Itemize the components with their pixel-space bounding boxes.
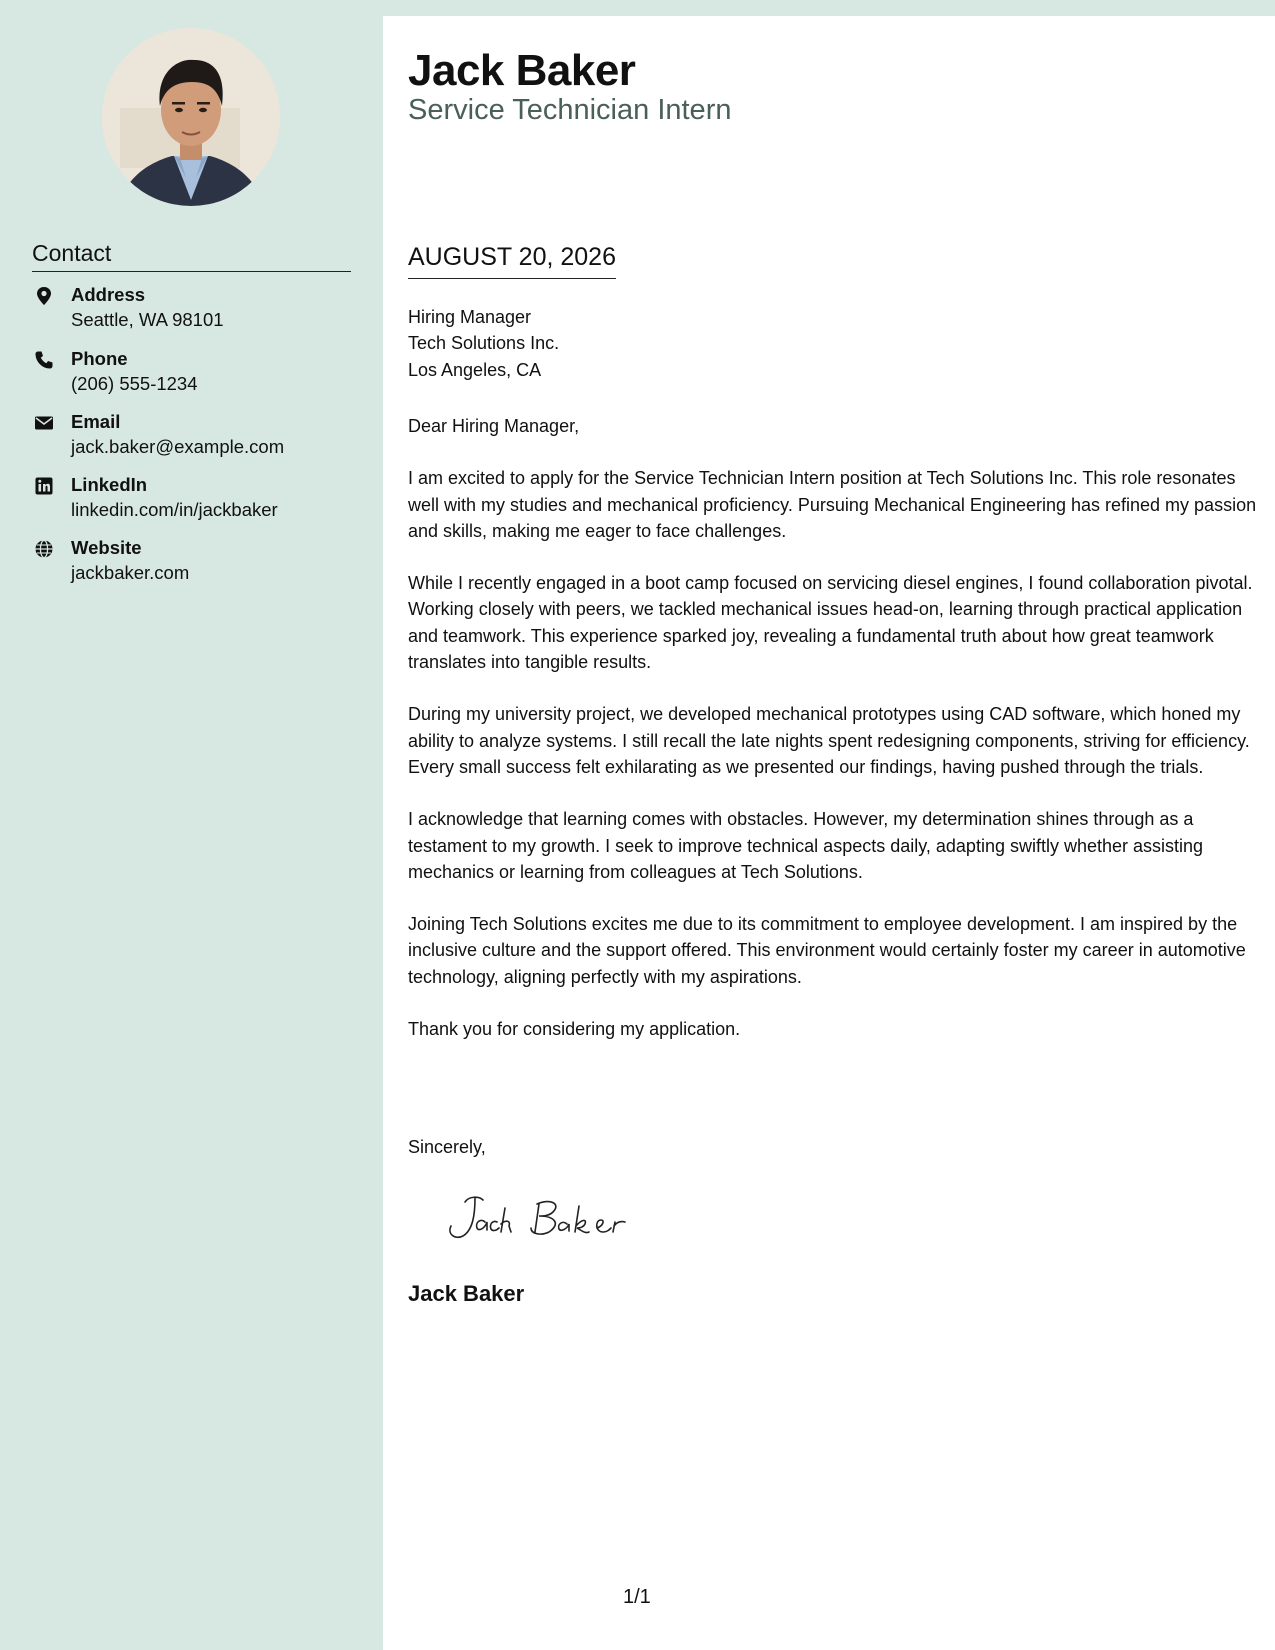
avatar: [102, 28, 280, 206]
linkedin-icon: [34, 476, 54, 496]
contact-linkedin-label: LinkedIn: [71, 474, 148, 495]
recipient-company: Tech Solutions Inc.: [408, 333, 560, 354]
contact-website-value: jackbaker.com: [71, 562, 190, 583]
contact-email-value: jack.baker@example.com: [71, 436, 285, 457]
contact-heading: Contact: [32, 240, 351, 272]
paragraph: I acknowledge that learning comes with obstacles. However, my determination shines through as a testament to my growth. I seek to improve technical aspects daily, adapting swiftly whether assisting mechanics or learning from colleagues at Tech Solutions.: [408, 809, 1204, 882]
closing: Sincerely,: [408, 1137, 486, 1157]
contact-website: [32, 537, 362, 589]
profile-photo: [102, 28, 280, 206]
contact-phone-value: (206) 555-1234: [71, 373, 198, 394]
contact-email: [32, 411, 362, 463]
letter-body: [408, 413, 1258, 1068]
paragraph: I am excited to apply for the Service Technician Intern position at Tech Solutions Inc. This role resonates well with my studies and mechanical proficiency. Pursuing Mechanical Engineering has refined my passion and skills, making me eager to face challenges.: [408, 468, 1257, 541]
paragraph: Joining Tech Solutions excites me due to its commitment to employee development. I am inspired by the inclusive culture and the support offered. This environment would certainly foster my career in automotive technology, aligning perfectly with my aspirations.: [408, 914, 1246, 987]
contact-phone: [32, 348, 362, 400]
signer-name: Jack Baker: [408, 1281, 525, 1306]
candidate-name: Jack Baker: [408, 46, 636, 95]
page-number: 1/1: [623, 1586, 651, 1608]
envelope-icon: [34, 413, 54, 433]
sidebar: [0, 0, 383, 1650]
contact-linkedin: [32, 474, 362, 526]
salutation: Dear Hiring Manager,: [408, 416, 580, 436]
letter-date: AUGUST 20, 2026: [408, 243, 616, 279]
thanks-line: Thank you for considering my application.: [408, 1019, 741, 1040]
signature: [439, 1188, 649, 1248]
contact-address: [32, 284, 362, 336]
contact-email-label: Email: [71, 411, 121, 432]
paragraph: While I recently engaged in a boot camp focused on servicing diesel engines, I found collaboration pivotal. Working closely with peers, we tackled mechanical issues head-on, learning through practical application and teamwork. This experience sparked joy, revealing a fundamental truth about how great teamwork translates into tangible results.: [408, 573, 1253, 673]
letter-page: [383, 16, 1275, 1650]
paragraph: During my university project, we developed mechanical prototypes using CAD software, which honed my ability to analyze systems. I still recall the late nights spent redesigning components, striving for efficiency. Every small success felt exhilarating as we presented our findings, having pushed through the trials.: [408, 704, 1250, 777]
globe-icon: [34, 539, 54, 559]
recipient-location: Los Angeles, CA: [408, 359, 542, 380]
recipient-name: Hiring Manager: [408, 307, 532, 327]
contact-linkedin-value: linkedin.com/in/jackbaker: [71, 499, 278, 520]
phone-icon: [34, 350, 54, 370]
contact-address-label: Address: [71, 284, 146, 305]
contact-website-label: Website: [71, 537, 142, 558]
recipient-block: [408, 304, 559, 383]
contact-address-value: Seattle, WA 98101: [71, 309, 224, 330]
contact-phone-label: Phone: [71, 348, 128, 369]
candidate-title: Service Technician Intern: [408, 94, 732, 126]
map-pin-icon: [34, 286, 54, 306]
